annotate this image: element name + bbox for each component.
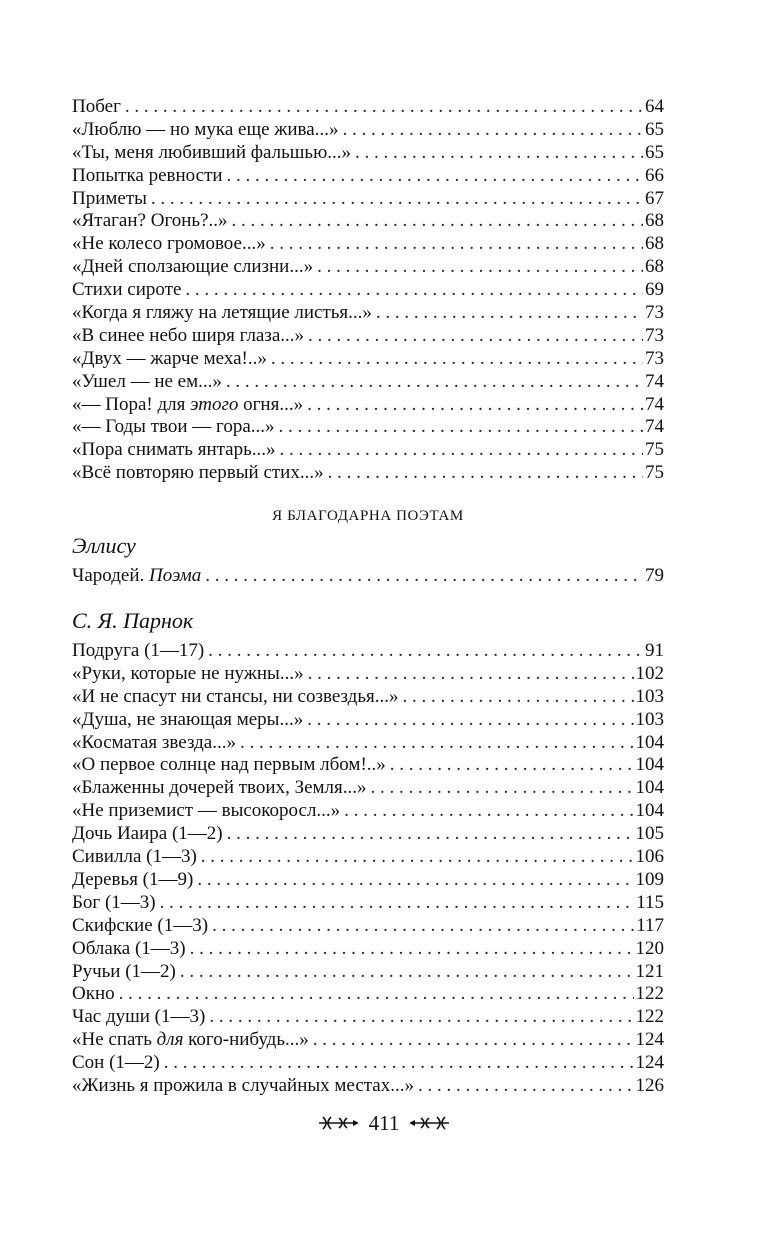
toc-entry-title-italic: для [156, 1029, 184, 1051]
toc-entry-title-start: Чародей. [72, 565, 150, 587]
toc-entry-page: 122 [635, 983, 664, 1005]
toc-leader-dots [328, 462, 643, 485]
toc-entry-title: «Блаженны дочерей твоих, Земля...» [72, 777, 367, 799]
toc-leader-dots [313, 1029, 634, 1052]
toc-entry [72, 416, 664, 439]
toc-entry-title: Подруга (1—17) [72, 640, 205, 662]
toc-entry-title-italic: Поэма [149, 565, 202, 587]
toc-entry-title: «Люблю — но мука еще жива...» [72, 118, 339, 140]
toc-entry [72, 1029, 664, 1052]
toc-entry-page: 121 [635, 960, 664, 982]
toc-entry-title: «Дней сползающие слизни...» [72, 256, 314, 278]
toc-entry-page: 69 [645, 279, 664, 301]
toc-entry-title: «Жизнь я прожила в случайных местах...» [72, 1074, 414, 1096]
section-heading: Я БЛАГОДАРНА ПОЭТАМ [272, 508, 464, 525]
toc-leader-dots [307, 709, 633, 732]
toc-entry-title: Деревья (1—9) [72, 868, 194, 890]
toc-entry [72, 754, 664, 777]
toc-entry-title [72, 1029, 313, 1052]
toc-entry-title: Скифские (1—3) [72, 914, 209, 936]
toc-entry-page: 79 [645, 565, 664, 587]
toc-entry [72, 663, 664, 686]
toc-entry-title: «Не колесо громовое...» [72, 233, 266, 255]
toc-entry [72, 371, 664, 394]
toc-entry-title: Стихи сироте [72, 279, 182, 301]
toc-leader-dots [180, 961, 634, 984]
toc-leader-dots [190, 938, 634, 961]
toc-entry [72, 462, 664, 485]
toc-entry-title-end: огня...» [238, 393, 304, 415]
toc-entry-page: 65 [645, 118, 664, 140]
toc-entry-title: Сивилла (1—3) [72, 846, 197, 868]
toc-leader-dots [164, 1052, 634, 1075]
toc-leader-dots [376, 302, 643, 325]
toc-leader-dots [308, 663, 634, 686]
toc-list-parnok [72, 640, 664, 1098]
author-heading-ellis: Эллису [72, 533, 136, 559]
toc-entry [72, 256, 664, 279]
toc-entry [72, 348, 664, 371]
toc-entry [72, 394, 664, 417]
toc-entry [72, 165, 664, 188]
toc-entry [72, 823, 664, 846]
toc-entry-title: «Ятаган? Огонь?..» [72, 210, 228, 232]
toc-leader-dots [125, 96, 643, 119]
toc-entry [72, 892, 664, 915]
toc-entry-page: 73 [645, 324, 664, 346]
toc-entry-title-end: кого-нибудь...» [183, 1029, 309, 1051]
toc-entry [72, 846, 664, 869]
toc-entry-title: «О первое солнце над первым лбом!..» [72, 754, 386, 776]
toc-leader-dots [390, 754, 634, 777]
toc-leader-dots [308, 325, 643, 348]
toc-leader-dots [227, 823, 634, 846]
toc-entry-title-start: «Не спать [72, 1029, 157, 1051]
toc-entry-page: 74 [645, 416, 664, 438]
page-footer [0, 1108, 768, 1138]
toc-entry [72, 119, 664, 142]
toc-entry-page: 104 [635, 800, 664, 822]
toc-leader-dots [280, 439, 643, 462]
toc-entry [72, 1006, 664, 1029]
toc-entry-page: 73 [645, 302, 664, 324]
toc-entry [72, 210, 664, 233]
toc-entry-page: 67 [645, 187, 664, 209]
toc-entry-page: 104 [635, 731, 664, 753]
toc-entry-title: «Не приземист — высокоросл...» [72, 800, 341, 822]
toc-entry-page: 124 [635, 1052, 664, 1074]
toc-entry-title: «Ушел — не ем...» [72, 370, 222, 392]
toc-entry-title: Сон (1—2) [72, 1052, 160, 1074]
toc-entry [72, 938, 664, 961]
table-of-contents [72, 96, 664, 1098]
toc-leader-dots [160, 892, 635, 915]
toc-entry-page: 102 [635, 662, 664, 684]
toc-entry-page: 106 [635, 846, 664, 868]
toc-entry-page: 74 [645, 370, 664, 392]
toc-entry-title: «В синее небо ширя глаза...» [72, 324, 305, 346]
toc-entry-title [72, 394, 307, 417]
right-ornament-icon [407, 1114, 451, 1132]
toc-entry-page: 103 [635, 708, 664, 730]
toc-leader-dots [226, 371, 643, 394]
toc-entry-page: 117 [636, 914, 664, 936]
toc-entry-title: «Пора снимать янтарь...» [72, 439, 276, 461]
toc-entry [72, 1052, 664, 1075]
toc-entry-page: 104 [635, 777, 664, 799]
toc-entry [72, 961, 664, 984]
toc-leader-dots [240, 732, 634, 755]
toc-list-top [72, 96, 664, 485]
left-ornament-icon [317, 1114, 361, 1132]
toc-entry-page: 124 [635, 1029, 664, 1051]
toc-entry-title: «Косматая звезда...» [72, 731, 236, 753]
toc-leader-dots [355, 142, 643, 165]
toc-entry-page: 65 [645, 141, 664, 163]
toc-entry-page: 66 [645, 164, 664, 186]
toc-entry-title: «Ты, меня любивший фальшью...» [72, 141, 352, 163]
toc-entry-page: 91 [645, 640, 664, 662]
toc-leader-dots [232, 210, 643, 233]
author-heading-parnok: С. Я. Парнок [72, 608, 194, 634]
toc-entry [72, 279, 664, 302]
toc-leader-dots [371, 777, 634, 800]
toc-entry-title: «— Годы твои — гора...» [72, 416, 275, 438]
toc-entry [72, 188, 664, 211]
toc-entry-title-italic: этого [190, 393, 239, 415]
toc-entry-title: «Душа, не знающая меры...» [72, 708, 304, 730]
toc-entry [72, 709, 664, 732]
toc-entry-page: 68 [645, 256, 664, 278]
toc-entry [72, 869, 664, 892]
toc-entry [72, 565, 664, 588]
toc-leader-dots [208, 640, 643, 663]
toc-entry [72, 96, 664, 119]
toc-entry [72, 325, 664, 348]
toc-entry-page: 103 [635, 685, 664, 707]
toc-list-ellis [72, 565, 664, 588]
toc-leader-dots [205, 565, 643, 588]
toc-entry-page: 105 [635, 823, 664, 845]
toc-entry-title: Побег [72, 96, 121, 117]
toc-entry-title: «Двух — жарче меха!..» [72, 347, 267, 369]
toc-entry-page: 122 [635, 1006, 664, 1028]
page-number: 411 [368, 1111, 400, 1135]
toc-entry [72, 915, 664, 938]
toc-leader-dots [209, 1006, 633, 1029]
toc-leader-dots [201, 846, 634, 869]
toc-entry-title-start: «— Пора! для [72, 393, 191, 415]
toc-entry-title: Ручьи (1—2) [72, 960, 176, 982]
toc-leader-dots [307, 394, 643, 417]
toc-entry-page: 126 [635, 1074, 664, 1096]
toc-entry-title: «Всё повторяю первый стих...» [72, 462, 324, 484]
toc-entry-title: Час души (1—3) [72, 1006, 206, 1028]
toc-entry-page: 68 [645, 210, 664, 232]
toc-leader-dots [185, 279, 643, 302]
toc-entry-page: 75 [645, 462, 664, 484]
toc-leader-dots [119, 983, 634, 1006]
toc-entry [72, 800, 664, 823]
toc-leader-dots [212, 915, 634, 938]
toc-entry-page: 68 [645, 233, 664, 255]
toc-entry-title [72, 565, 205, 588]
toc-leader-dots [279, 416, 643, 439]
toc-entry-title: «Руки, которые не нужны...» [72, 662, 304, 684]
toc-entry-page: 104 [635, 754, 664, 776]
toc-entry-title: «И не спасут ни стансы, ни созвездья...» [72, 685, 399, 707]
toc-entry-title: Попытка ревности [72, 164, 223, 186]
toc-entry [72, 640, 664, 663]
toc-leader-dots [151, 188, 643, 211]
toc-entry-title: «Когда я гляжу на летящие листья...» [72, 302, 372, 324]
toc-leader-dots [402, 686, 633, 709]
toc-leader-dots [227, 165, 643, 188]
toc-entry [72, 302, 664, 325]
toc-entry-page: 75 [645, 439, 664, 461]
toc-leader-dots [271, 348, 643, 371]
toc-entry-page: 120 [635, 937, 664, 959]
toc-leader-dots [344, 800, 633, 823]
toc-leader-dots [342, 119, 643, 142]
toc-entry-title: Окно [72, 983, 115, 1005]
toc-entry [72, 686, 664, 709]
toc-entry-title: Дочь Иаира (1—2) [72, 823, 223, 845]
toc-entry [72, 983, 664, 1006]
toc-entry-page: 73 [645, 347, 664, 369]
toc-leader-dots [317, 256, 643, 279]
toc-leader-dots [418, 1075, 634, 1098]
toc-entry-page: 64 [645, 96, 664, 117]
toc-entry [72, 777, 664, 800]
toc-entry [72, 142, 664, 165]
toc-leader-dots [197, 869, 633, 892]
toc-entry [72, 233, 664, 256]
toc-entry-page: 109 [635, 868, 664, 890]
toc-entry [72, 1075, 664, 1098]
toc-entry-title: Приметы [72, 187, 147, 209]
toc-entry-page: 74 [645, 393, 664, 415]
toc-entry [72, 439, 664, 462]
toc-entry-title: Облака (1—3) [72, 937, 186, 959]
toc-entry-page: 115 [636, 891, 664, 913]
toc-leader-dots [270, 233, 643, 256]
toc-entry [72, 732, 664, 755]
toc-entry-title: Бог (1—3) [72, 891, 156, 913]
